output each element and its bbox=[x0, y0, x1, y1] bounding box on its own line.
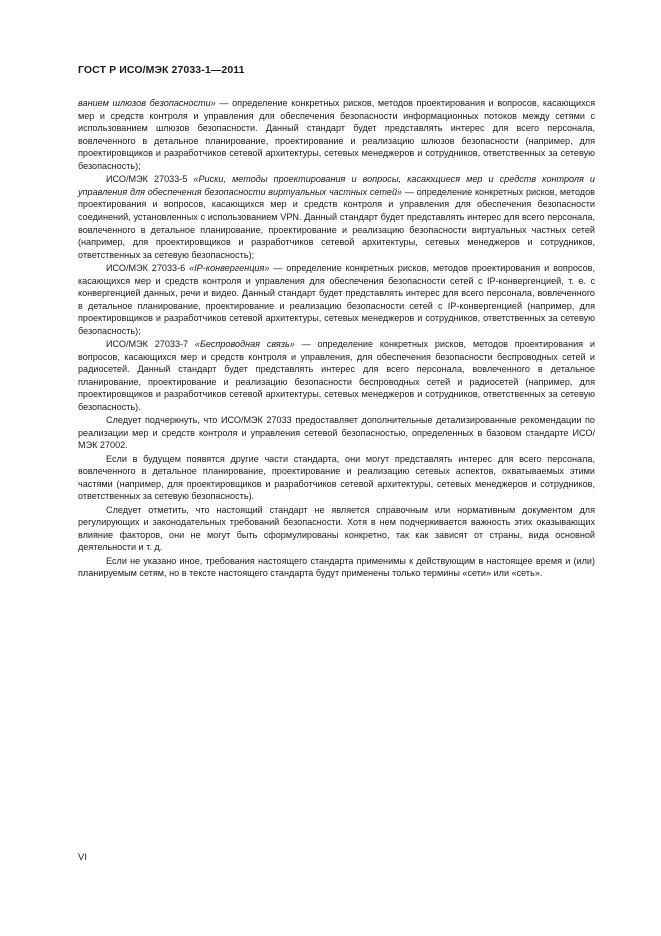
document-body bbox=[78, 97, 595, 580]
paragraph-text: — определение конкретных рисков, методов проектирования и вопросов, касающихся мер и средств контроля и управления для обеспечения безопасности сетей с IP-конвергенцией, т. е. с конвергенцией данных, речи и видео. Данный стандарт будет представлять интерес для всего персонала, вовлеченного в детальное планирование, проектирование и реализацию безопасности сетей с IP-конвергенцией (например, для проектировщиков и разработчиков сетевой архитектуры, сетевых менеджеров и сотрудников, ответственных за сетевую безопасность); bbox=[78, 262, 595, 336]
standard-ref: ИСО/МЭК 27033-5 bbox=[106, 174, 194, 185]
paragraph-not-reference: Следует отметить, что настоящий стандарт не является справочным или нормативным документом для регулирующих и законодательных требований безопасности. Хотя в нем подчеркивается важность этих оказывающих влияние факторов, они не могут быть сформулированы конкретно, так как зависят от страны, вида основной деятельности и т. д. bbox=[78, 504, 595, 553]
standard-ref: ИСО/МЭК 27033-7 bbox=[106, 339, 195, 350]
paragraph-27033-7 bbox=[78, 338, 595, 414]
document-header: ГОСТ Р ИСО/МЭК 27033-1—2011 bbox=[78, 64, 245, 76]
paragraph-27033-5 bbox=[78, 173, 595, 261]
paragraph-security-gateways bbox=[78, 97, 595, 173]
italic-title: «Риски, методы проектирования и вопросы, касающиеся мер и средств контроля и управления для обеспечения безопасности виртуальных частных сетей» bbox=[78, 174, 595, 197]
paragraph-27033-6 bbox=[78, 262, 595, 338]
paragraph-future-parts: Если в будущем появятся другие части стандарта, они могут представлять интерес для всего персонала, вовлеченного в детальное планирование, проектирование и реализацию сетевых аспектов, охватываемых этими частями (например, для проектировщиков и разработчиков сетевой архитектуры, сетевых менеджеров и сотрудников, ответственных за сетевую безопасность). bbox=[78, 453, 595, 502]
italic-title: «Беспроводная связь» bbox=[194, 339, 295, 350]
page-number: VI bbox=[78, 852, 87, 863]
paragraph-text: — определение конкретных рисков, методов проектирования и вопросов, касающихся мер и средств контроля и управления для обеспечения безопасности соединений, установленных с использованием VPN. Данный стандарт будет представлять интерес для всего персонала, вовлеченного в детальное планирование, проектирование и реализацию безопасности виртуальных частных сетей (например, для проектировщиков и разработчиков сетевой архитектуры, сетевых менеджеров и сотрудников, ответственных за сетевую безопасность); bbox=[78, 186, 596, 260]
paragraph-applicability: Если не указано иное, требования настоящего стандарта применимы к действующим в настоящее время и (или) планируемым сетям, но в тексте настоящего стандарта будут применены только термины «сети» или «сеть». bbox=[78, 555, 595, 579]
italic-title: «IP-конвергенция» bbox=[189, 262, 270, 273]
italic-title: ванием шлюзов безопасности» bbox=[78, 98, 216, 108]
paragraph-text: — определение конкретных рисков, методов проектирования и вопросов, касающихся мер и средств контроля и управления, для обеспечения безопасности беспроводных сетей и радиосетей. Данный стандарт будет представлять интерес для всего персонала, вовлеченного в детальное планирование, проектирование и реализацию безопасности беспроводных сетей и радиосетей (например, для проектировщиков и разработчиков сетевой архитектуры, сетевых менеджеров и сотрудников, ответственных за сетевую безопасность). bbox=[78, 339, 595, 413]
paragraph-text: — определение конкретных рисков, методов проектирования и вопросов, касающихся мер и средств контроля и управления для обеспечения безопасности информационных потоков между сетями с использованием шлюзов безопасности. Данный стандарт будет представлять интерес для всего персонала, вовлеченного в детальное планирование, проектирование и реализацию шлюзов безопасности (например, для проектировщиков и разработчиков сетевой архитектуры, сетевых менеджеров и сотрудников, ответственных за сетевую безопасность); bbox=[78, 98, 596, 171]
paragraph-emphasis: Следует подчеркнуть, что ИСО/МЭК 27033 предоставляет дополнительные детализированные рекомендации по реализации мер и средств контроля и управления сетевой безопасностью, определенных в базовом стандарте ИСО/МЭК 27002. bbox=[78, 415, 595, 451]
standard-ref: ИСО/МЭК 27033-6 bbox=[106, 262, 190, 273]
